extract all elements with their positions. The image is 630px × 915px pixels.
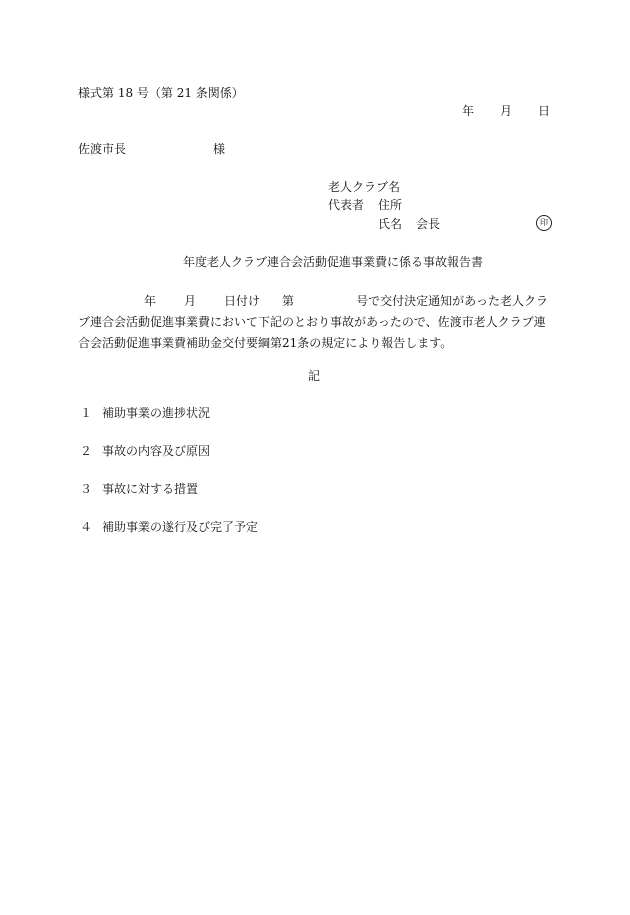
item-label: 補助事業の遂行及び完了予定 [102, 520, 259, 534]
addressee-honorific: 様 [213, 142, 226, 156]
person-name-label: 氏名 [378, 217, 403, 231]
address-label: 住所 [378, 198, 403, 212]
date-month-label: 月 [500, 104, 513, 118]
body-paragraph [78, 291, 550, 354]
item-number: ４ [80, 520, 93, 534]
seal-icon: 印 [536, 215, 552, 231]
body-number-prefix: 第 [282, 294, 295, 308]
body-month: 月 [184, 294, 197, 308]
body-year: 年 [144, 294, 157, 308]
item-label: 補助事業の進捗状況 [102, 406, 211, 420]
form-number: 様式第 18 号（第 21 条関係） [78, 86, 244, 100]
ki-heading: 記 [308, 369, 321, 383]
person-title: 会長 [416, 217, 441, 231]
item-number: ２ [80, 444, 93, 458]
item-number: １ [80, 406, 93, 420]
body-dated: 日付け [224, 294, 261, 308]
date-year-label: 年 [462, 104, 475, 118]
representative-label: 代表者 [328, 198, 365, 212]
body-text: 号で交付決定通知があった老人クラブ連合会活動促進事業費において下記のとおり事故があったので、佐渡市老人クラブ連合会活動促進事業費補助金交付要綱第21条の規定により報告します。 [78, 294, 548, 350]
addressee-name: 佐渡市長 [78, 142, 127, 156]
item-label: 事故の内容及び原因 [102, 444, 211, 458]
date-day-label: 日 [538, 104, 551, 118]
document-title: 年度老人クラブ連合会活動促進事業費に係る事故報告書 [183, 255, 484, 269]
club-name-label: 老人クラブ名 [328, 180, 401, 194]
item-number: ３ [80, 482, 93, 496]
item-label: 事故に対する措置 [102, 482, 199, 496]
